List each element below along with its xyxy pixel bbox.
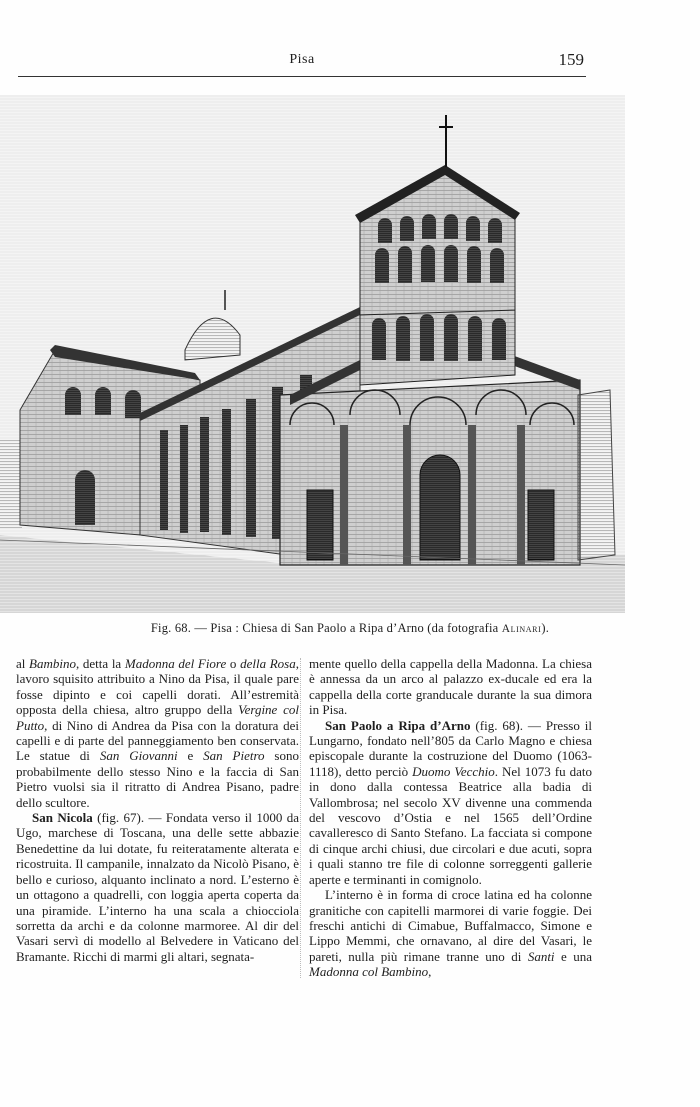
text-run: , di Nino di Andrea da Pisa con la doratura dei capelli e di parte del panneggiamento ben conservata. Le statue di (16, 717, 299, 764)
text-run: e (177, 748, 204, 764)
page-number: 159 (558, 50, 584, 69)
text-run: sono probabilmente dello stesso Nino e la faccia di San Pietro vuolsi sia il ritratto di Andrea Pisano, padre dello scultore. (16, 748, 299, 810)
caption-label: Fig. 68. — Pisa : Chiesa di San Paolo a Ripa d’Arno (da fotografia (150, 621, 502, 635)
figure-caption (0, 621, 700, 636)
paragraph-madonna-chapel: mente quello della cappella della Madonna. La chiesa è annessa da un arco al palazzo ex-ducale ed era la cappella della corte granducale durante la sua dimora in Pisa. (309, 656, 592, 718)
italic-run: San Pietro (203, 748, 265, 764)
italic-run: Santi (527, 948, 555, 964)
caption-end: ). (541, 621, 550, 635)
italic-run: Madonna col Bambino (309, 964, 429, 980)
church-engraving (0, 95, 625, 613)
section-heading: San Paolo a Ripa d’Arno (325, 717, 471, 733)
paragraph-duomo-statues (16, 656, 299, 810)
text-run: (fig. 67). — Fondata verso il 1000 da Ugo, marchese di Toscana, una delle sette abbazie Benedettine da lui dotate, fu reiteratamente alterata e ricostruita. Il campanile, innalzato da Nicolò Pisano, è bello e curioso, alquanto inclinato a nord. L’esterno è un ottagono a quadrelli, con loggia aperta coperta da una piramide. L’interno ha una scala a chiocciola sorretta da archi e da colonne marmoree. Al dir del Vasari servì di modello al Belvedere in Vaticano del Bramante. Ricchi di marmi gli altari, segnata- (16, 810, 299, 964)
italic-run: Duomo Vecchio (412, 763, 495, 779)
paragraph-san-paolo (309, 718, 592, 887)
italic-run: della Rosa (240, 656, 296, 671)
section-heading: San Nicola (32, 810, 93, 826)
italic-run: San Giovanni (99, 748, 178, 764)
text-run: . Nel 1073 fu dato in dono dalla contessa Beatrice alla badia di Vallombrosa; nel secolo XV divenne una commenda del vescovo d’Ostia e nel 1565 dell’Ordine cavalleresco di Santo Stefano. La facciata si compone di cinque archi chiusi, due circolari e due acuti, sopra i quali stanno tre file di colonne sorreggenti gallerie aperte e terminanti in comignolo. (309, 763, 592, 887)
text-run: o (226, 656, 241, 671)
text-run: , (428, 964, 432, 980)
italic-run: Bambino (29, 656, 76, 671)
text-run: , lavoro squisito attribuito a Nino da Pisa, il quale pare fosse dipinto e coi capelli dorati. All’estremità opposta della chiesa, altro gruppo della (16, 656, 299, 718)
text-run: al (16, 656, 30, 671)
caption-credit: Alinari (501, 623, 542, 635)
text-run: e una (554, 948, 592, 964)
text-run: , detta la (76, 656, 125, 671)
italic-run: Madonna del Fiore (124, 656, 227, 671)
left-column (16, 656, 299, 964)
text-run: (fig. 68). — Presso il Lungarno, fondato nell’805 da Carlo Magno e chiesa episcopale durante la costruzione del Duomo (1063-1118), detto perciò (309, 717, 592, 779)
paragraph-san-nicola (16, 810, 299, 964)
paragraph-interior (309, 887, 592, 979)
running-header (18, 50, 586, 77)
italic-run: Vergine col Putto (16, 702, 299, 733)
running-title: Pisa (289, 52, 315, 67)
right-column (309, 656, 592, 980)
text-run: L’interno è in forma di croce latina ed ha colonne granitiche con capitelli marmorei di varie foggie. Dei freschi antichi di Cimabue, Buffalmacco, Simone e Lippo Memmi, che ornavano, al dire del Vasari, le pareti, nulla più rimane tranne uno di (309, 887, 592, 964)
column-divider (300, 658, 301, 978)
